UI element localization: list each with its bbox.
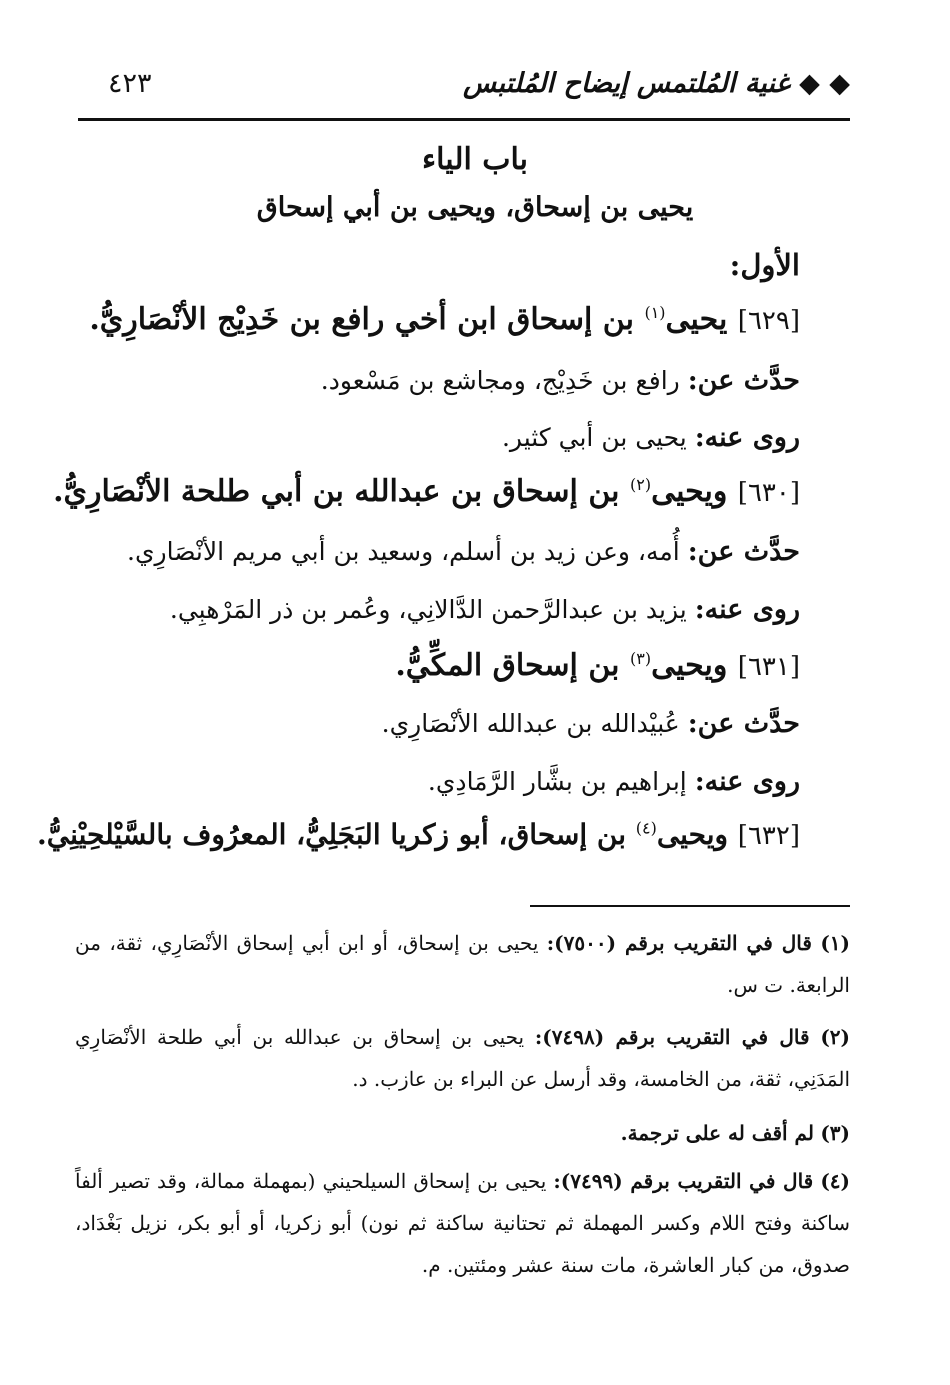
entry-name-start: ويحيى (651, 474, 728, 509)
page-number: ٤٢٣ (108, 68, 152, 99)
entry-number: [٦٢٩] (737, 306, 800, 336)
entry-heading (89, 302, 800, 337)
footnote-marker: (٤) (635, 818, 657, 838)
narrated-from-text: رافع بن خَدِيْج، ومجاشع بن مَسْعود. (320, 366, 680, 395)
running-header (78, 60, 850, 110)
entry-number: [٦٣١] (737, 652, 800, 682)
chapter-subtitle: يحيى بن إسحاق، ويحيى بن أبي إسحاق (256, 192, 694, 223)
footnote-rule (530, 905, 850, 907)
footnote-head: قال في التقريب برقم (٧٤٩٨): (534, 1025, 810, 1049)
footnote-marker: (٢) (629, 475, 652, 494)
entry-name-rest: بن إسحاق ابن أخي رافع بن خَدِيْج الأنْصَارِيُّ. (89, 302, 634, 337)
chapter-title: باب الياء (422, 142, 528, 177)
narrated-by-line (170, 594, 800, 625)
footnote-number: (١) (820, 931, 851, 955)
footnote-head: قال في التقريب برقم (٧٤٩٩): (553, 1169, 814, 1193)
footnote-head: لم أقف له على ترجمة. (620, 1121, 814, 1145)
book-title: ◆ ◆ غنية المُلتمس إيضاح المُلتبس (463, 68, 850, 99)
narrated-from-line (382, 708, 800, 739)
narrated-by-label: روى عنه: (694, 766, 800, 797)
narrated-from-label: حدَّث عن: (687, 708, 800, 739)
footnote-text: يحيى بن إسحاق السيلحيني (بمهملة ممالة، وقد تصير ألفاً ساكنة وفتح اللام وكسر المهملة ثم تحتانية ساكنة ثم نون) أبو زكريا، أو أبو بكر، نزيل بَغْدَاد، صدوق، من كبار العاشرة، مات سنة عشر ومئتين. م. (75, 1169, 850, 1277)
footnote-number: (٢) (820, 1025, 851, 1049)
header-rule (78, 118, 850, 121)
section-label: الأول: (729, 248, 800, 282)
narrated-from-label: حدَّث عن: (687, 365, 800, 396)
entry-name-start: يحيى (665, 302, 728, 337)
narrated-from-text: أُمه، وعن زيد بن أسلم، وسعيد بن أبي مريم الأنْصَارِي. (127, 537, 680, 566)
entry-number: [٦٣٢] (737, 821, 800, 851)
footnote (75, 1160, 850, 1286)
narrated-by-text: إبراهيم بن بشَّار الرَّمَادِي. (427, 767, 687, 796)
narrated-by-text: يحيى بن أبي كثير. (501, 423, 687, 452)
entry-name-rest: بن إسحاق المكِّيُّ. (395, 648, 620, 683)
footnote-text: يحيى بن إسحاق بن عبدالله بن أبي طلحة الأنْصَارِي المَدَنِي، ثقة، من الخامسة، وقد أرسل عن البراء بن عازب. د. (75, 1025, 850, 1091)
footnote (75, 1112, 850, 1154)
entry-name-rest: بن إسحاق، أبو زكريا البَجَلِيُّ، المعرُوف بالسَّيْلحِيْنِيُّ. (37, 818, 626, 851)
footnote-number: (٣) (820, 1121, 850, 1145)
narrated-from-line (321, 365, 800, 396)
footnote (75, 922, 850, 1006)
footnote-marker: (٣) (629, 649, 652, 668)
narrated-by-text: يزيد بن عبدالرَّحمن الدَّالانِي، وعُمر بن ذر المَرْهبِي. (169, 595, 687, 624)
entry-number: [٦٣٠] (737, 478, 800, 508)
entry-heading (37, 818, 800, 851)
narrated-from-text: عُبيْدالله بن عبدالله الأنْصَارِي. (381, 709, 680, 738)
narrated-by-label: روى عنه: (694, 422, 800, 453)
narrated-by-label: روى عنه: (694, 594, 800, 625)
entry-name-start: ويحيى (656, 818, 729, 851)
narrated-by-line (428, 766, 800, 797)
entry-heading (53, 474, 800, 509)
narrated-from-label: حدَّث عن: (687, 536, 800, 567)
entry-heading (395, 648, 800, 683)
footnote (75, 1016, 850, 1100)
entry-name-start: ويحيى (651, 648, 728, 683)
footnote-number: (٤) (820, 1169, 850, 1193)
footnote-text: يحيى بن إسحاق، أو ابن أبي إسحاق الأنْصَارِي، ثقة، من الرابعة. ت س. (75, 931, 850, 997)
footnote-marker: (١) (644, 303, 666, 322)
entry-name-rest: بن إسحاق بن عبدالله بن أبي طلحة الأنْصَارِيُّ. (53, 474, 620, 509)
narrated-by-line (502, 422, 800, 453)
narrated-from-line (127, 536, 800, 567)
footnote-head: قال في التقريب برقم (٧٥٠٠): (546, 931, 812, 955)
